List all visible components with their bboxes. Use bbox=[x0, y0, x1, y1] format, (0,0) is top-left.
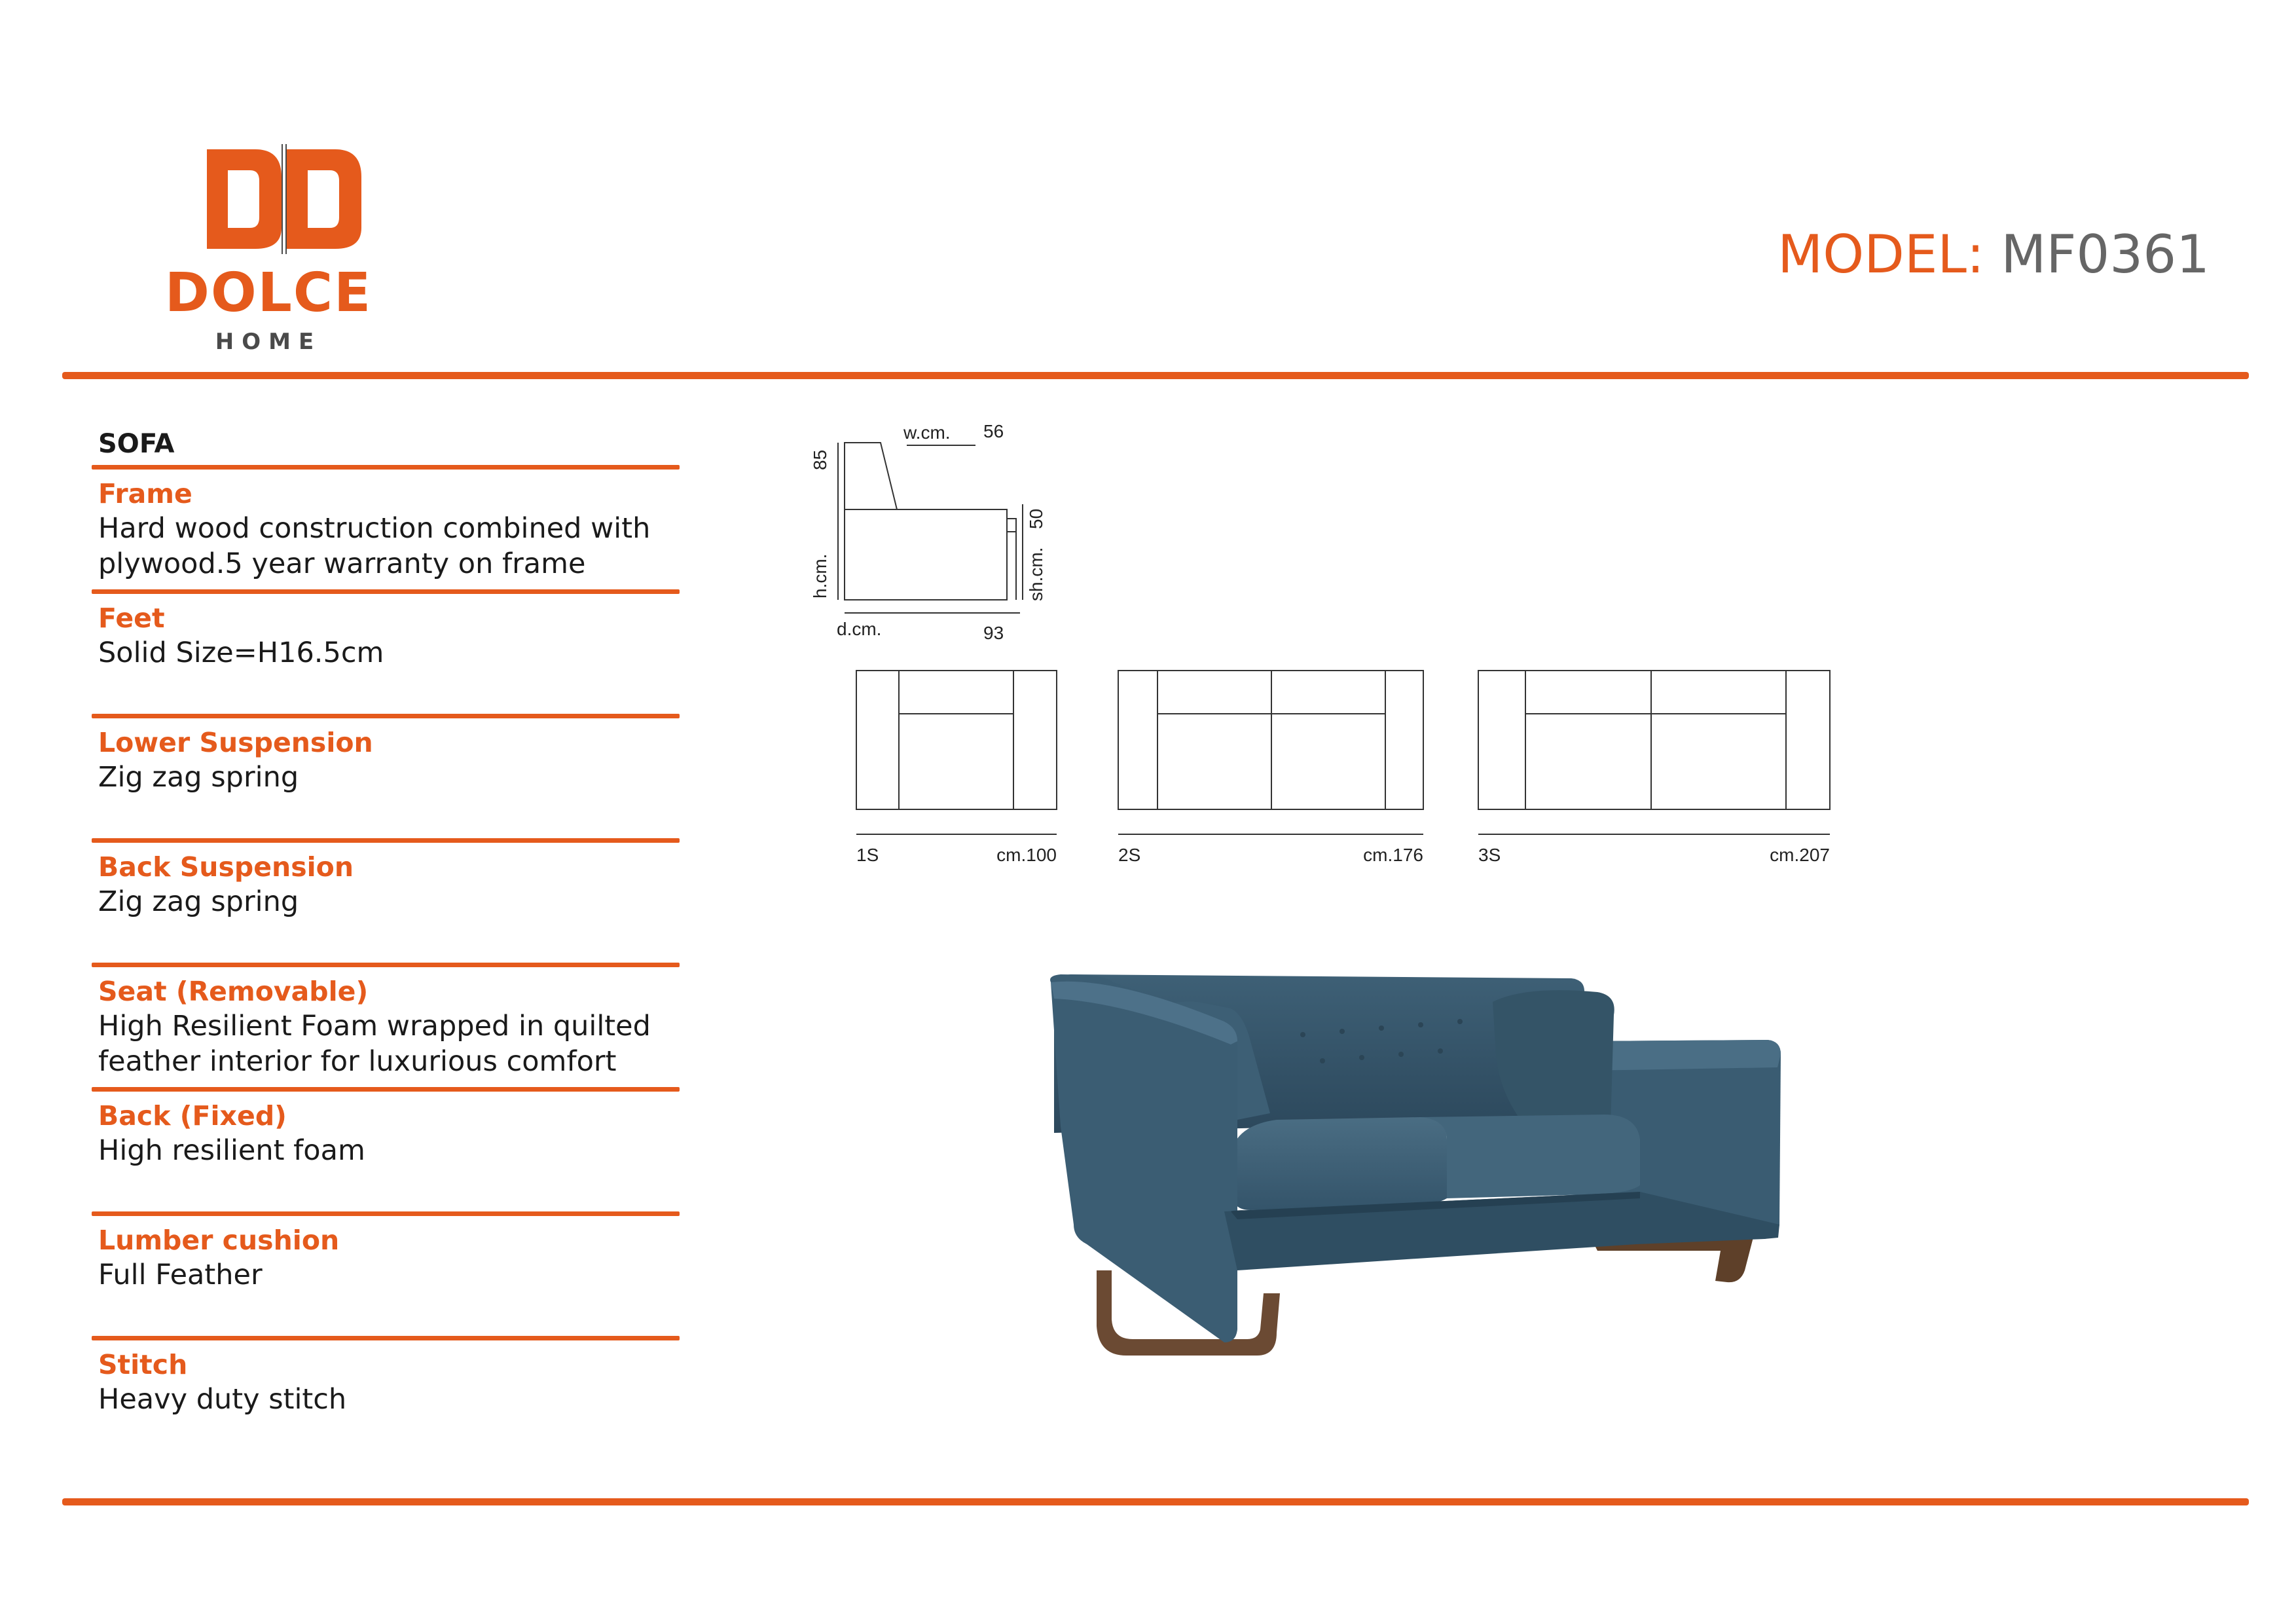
spec-description: feather interior for luxurious comfort bbox=[98, 1045, 617, 1078]
top-view-code: 1S bbox=[856, 845, 879, 865]
spec-title: Lower Suspension bbox=[98, 727, 373, 758]
spec-title: Feet bbox=[98, 602, 165, 634]
spec-description: plywood.5 year warranty on frame bbox=[98, 547, 586, 580]
spec-title: Frame bbox=[98, 478, 192, 509]
spec-divider bbox=[92, 1211, 680, 1216]
w-value: 56 bbox=[983, 421, 1004, 441]
bottom-divider bbox=[62, 1498, 2249, 1505]
top-view-width: cm.176 bbox=[1363, 845, 1423, 865]
w-label: w.cm. bbox=[903, 422, 951, 443]
spec-divider bbox=[92, 963, 680, 967]
top-view-3s bbox=[1467, 661, 1833, 877]
spec-title: Back Suspension bbox=[98, 851, 354, 883]
h-label: h.cm. bbox=[810, 553, 830, 599]
spec-divider bbox=[92, 465, 680, 470]
model-heading bbox=[1777, 224, 2210, 285]
top-divider bbox=[62, 372, 2249, 379]
spec-description: Zig zag spring bbox=[98, 885, 299, 918]
top-view-code: 2S bbox=[1118, 845, 1141, 865]
spec-title: Back (Fixed) bbox=[98, 1100, 287, 1132]
h-value: 85 bbox=[810, 449, 830, 470]
brand-logo bbox=[151, 138, 386, 360]
spec-description: Zig zag spring bbox=[98, 761, 299, 794]
d-value: 93 bbox=[983, 623, 1004, 643]
spec-divider bbox=[92, 838, 680, 843]
spec-divider bbox=[92, 1087, 680, 1092]
sh-value: 50 bbox=[1026, 508, 1046, 529]
top-view-width: cm.207 bbox=[1770, 845, 1830, 865]
spec-description: Full Feather bbox=[98, 1259, 263, 1291]
model-code: MF0361 bbox=[2001, 224, 2210, 285]
d-label: d.cm. bbox=[837, 619, 882, 639]
sofa-product-image bbox=[1028, 963, 1813, 1382]
spec-description: Solid Size=H16.5cm bbox=[98, 637, 384, 669]
spec-description: Hard wood construction combined with bbox=[98, 512, 651, 545]
category-label: SOFA bbox=[98, 429, 175, 459]
top-view-code: 3S bbox=[1478, 845, 1501, 865]
spec-divider bbox=[92, 714, 680, 718]
side-view-diagram bbox=[786, 413, 1087, 655]
spec-title: Lumber cushion bbox=[98, 1225, 340, 1256]
spec-title: Seat (Removable) bbox=[98, 976, 369, 1007]
brand-sub: HOME bbox=[215, 329, 322, 355]
top-view-1s bbox=[845, 661, 1067, 877]
dd-logo-mark bbox=[151, 138, 386, 262]
spec-description: High Resilient Foam wrapped in quilted bbox=[98, 1010, 651, 1043]
spec-divider bbox=[92, 589, 680, 594]
model-label: MODEL: bbox=[1777, 224, 1984, 285]
spec-divider bbox=[92, 1336, 680, 1340]
sh-label: sh.cm. bbox=[1026, 547, 1046, 601]
spec-description: Heavy duty stitch bbox=[98, 1383, 347, 1416]
spec-title: Stitch bbox=[98, 1349, 188, 1380]
top-view-width: cm.100 bbox=[996, 845, 1057, 865]
top-view-2s bbox=[1106, 661, 1434, 877]
spec-description: High resilient foam bbox=[98, 1134, 365, 1167]
brand-name: DOLCE bbox=[164, 262, 373, 324]
